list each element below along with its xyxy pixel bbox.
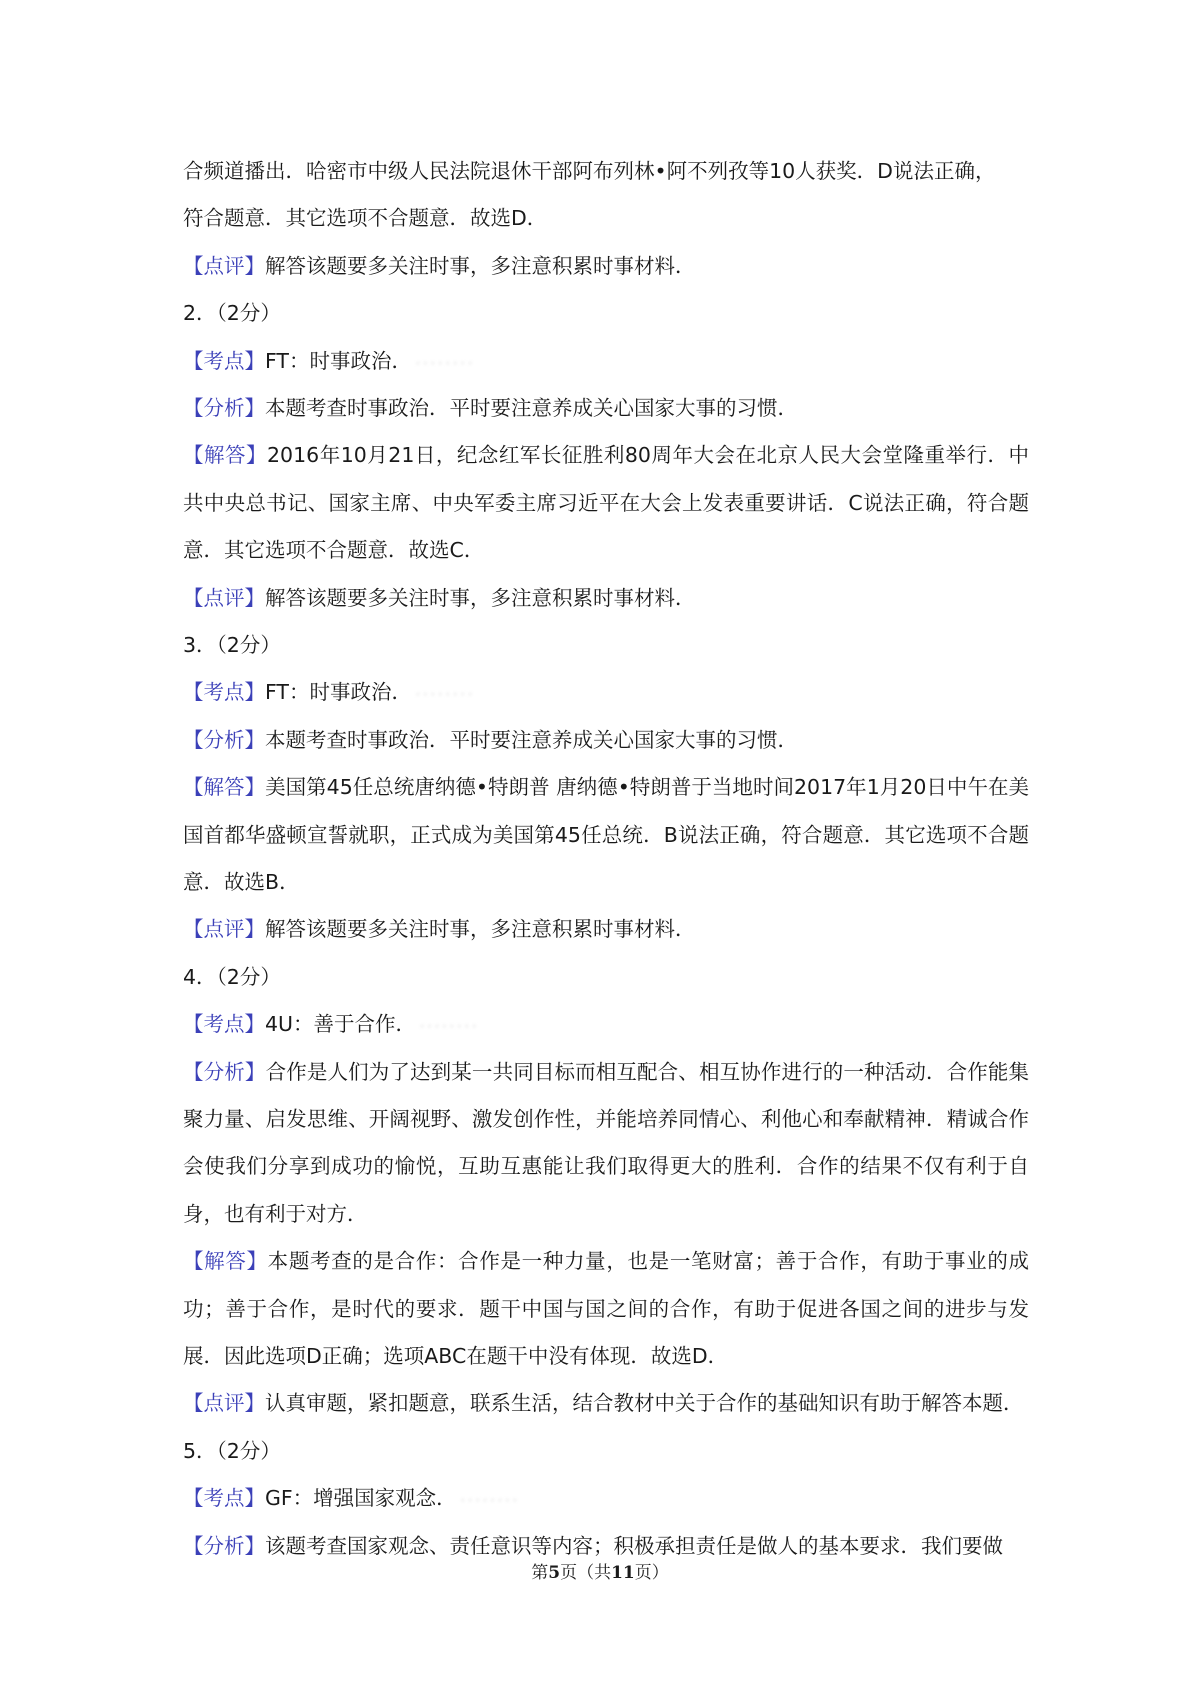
fenxi-paragraph [183, 1049, 1029, 1239]
page-number: 5 [548, 1563, 561, 1583]
dianping-tag: 【点评】 [183, 917, 265, 942]
footer-middle: 页（共 [560, 1563, 612, 1583]
jieda-text: 2016年10月21日，纪念红军长征胜利80周年大会在北京人民大会堂隆重举行．中共中央总书记、国家主席、中央军委主席习近平在大会上发表重要讲话．C说法正确，符合题意．其它选项不合题意．故选C． [183, 443, 1029, 563]
kaodian-tag: 【考点】 [183, 680, 265, 705]
kaodian-line [183, 669, 1029, 716]
text-line: 符合题意．其它选项不合题意．故选D． [183, 206, 548, 231]
fenxi-text: 本题考查时事政治．平时要注意养成关心国家大事的习惯． [265, 727, 798, 752]
fenxi-line [183, 385, 1029, 432]
dianping-text: 认真审题，紧扣题意，联系生活，结合教材中关于合作的基础知识有助于解答本题． [265, 1391, 1024, 1416]
kaodian-tag: 【考点】 [183, 1012, 265, 1037]
blurred-watermark: ········ [460, 1493, 521, 1510]
footer-suffix: 页） [634, 1563, 669, 1583]
question-number: 2．（2分） [183, 301, 281, 326]
question-number: 4．（2分） [183, 964, 281, 989]
dianping-line [183, 1380, 1029, 1427]
total-pages: 11 [611, 1563, 635, 1583]
blurred-watermark: ········ [419, 1019, 480, 1036]
jieda-tag: 【解答】 [183, 443, 268, 468]
fenxi-text: 本题考查时事政治．平时要注意养成关心国家大事的习惯． [265, 395, 798, 420]
footer-prefix: 第 [531, 1563, 549, 1583]
fenxi-text: 该题考查国家观念、责任意识等内容；积极承担责任是做人的基本要求．我们要做 [265, 1533, 1003, 1558]
dianping-tag: 【点评】 [183, 1391, 265, 1416]
blurred-watermark: ········ [415, 355, 476, 372]
fenxi-tag: 【分析】 [183, 727, 265, 752]
kaodian-text: 4U：善于合作． [265, 1012, 406, 1037]
blurred-watermark: ········ [415, 687, 476, 704]
kaodian-line [183, 1001, 1029, 1048]
dianping-line [183, 906, 1029, 953]
comment-tag: 【点评】 [183, 253, 265, 278]
kaodian-tag: 【考点】 [183, 1486, 265, 1511]
kaodian-tag: 【考点】 [183, 348, 265, 373]
jieda-text: 美国第45任总统唐纳德•特朗普 唐纳德•特朗普于当地时间2017年1月20日中午在美国首都华盛顿宣誓就职，正式成为美国第45任总统．B说法正确，符合题意．其它选项不合题意．故选B． [183, 775, 1029, 894]
jieda-paragraph [183, 1238, 1029, 1380]
jieda-text: 本题考查的是合作：合作是一种力量，也是一笔财富；善于合作，有助于事业的成功；善于合作，是时代的要求．题干中国与国之间的合作，有助于促进各国之间的进步与发展．因此选项D正确；选项ABC在题干中没有体现．故选D． [183, 1249, 1030, 1368]
fenxi-tag: 【分析】 [183, 1533, 265, 1558]
question-number: 5．（2分） [183, 1438, 281, 1463]
kaodian-line [183, 338, 1029, 385]
jieda-tag: 【解答】 [183, 1249, 268, 1274]
kaodian-text: FT：时事政治． [265, 348, 402, 373]
fenxi-line [183, 717, 1029, 764]
dianping-text: 解答该题要多关注时事，多注意积累时事材料． [265, 585, 696, 610]
jieda-tag: 【解答】 [183, 775, 266, 800]
dianping-text: 解答该题要多关注时事，多注意积累时事材料． [265, 917, 696, 942]
comment-text: 解答该题要多关注时事，多注意积累时事材料． [265, 253, 696, 278]
question-number: 3．（2分） [183, 632, 281, 657]
kaodian-line [183, 1475, 1029, 1522]
jieda-paragraph [183, 432, 1029, 574]
text-line: 合频道播出．哈密市中级人民法院退休干部阿布列林•阿不列孜等10人获奖．D说法正确， [183, 159, 996, 183]
document-body [183, 148, 1029, 1570]
kaodian-text: GF：增强国家观念． [265, 1486, 447, 1511]
dianping-line [183, 575, 1029, 622]
page-footer [0, 1558, 1200, 1583]
fenxi-tag: 【分析】 [183, 395, 265, 420]
dianping-tag: 【点评】 [183, 585, 265, 610]
comment-line [183, 243, 1029, 290]
fenxi-text: 合作是人们为了达到某一共同目标而相互配合、相互协作进行的一种活动．合作能集聚力量、启发思维、开阔视野、激发创作性，并能培养同情心、利他心和奉献精神．精诚合作会使我们分享到成功的愉悦，互助互惠能让我们取得更大的胜利．合作的结果不仅有利于自身，也有利于对方． [183, 1059, 1030, 1226]
fenxi-tag: 【分析】 [183, 1059, 266, 1084]
kaodian-text: FT：时事政治． [265, 680, 402, 705]
jieda-paragraph [183, 764, 1029, 906]
